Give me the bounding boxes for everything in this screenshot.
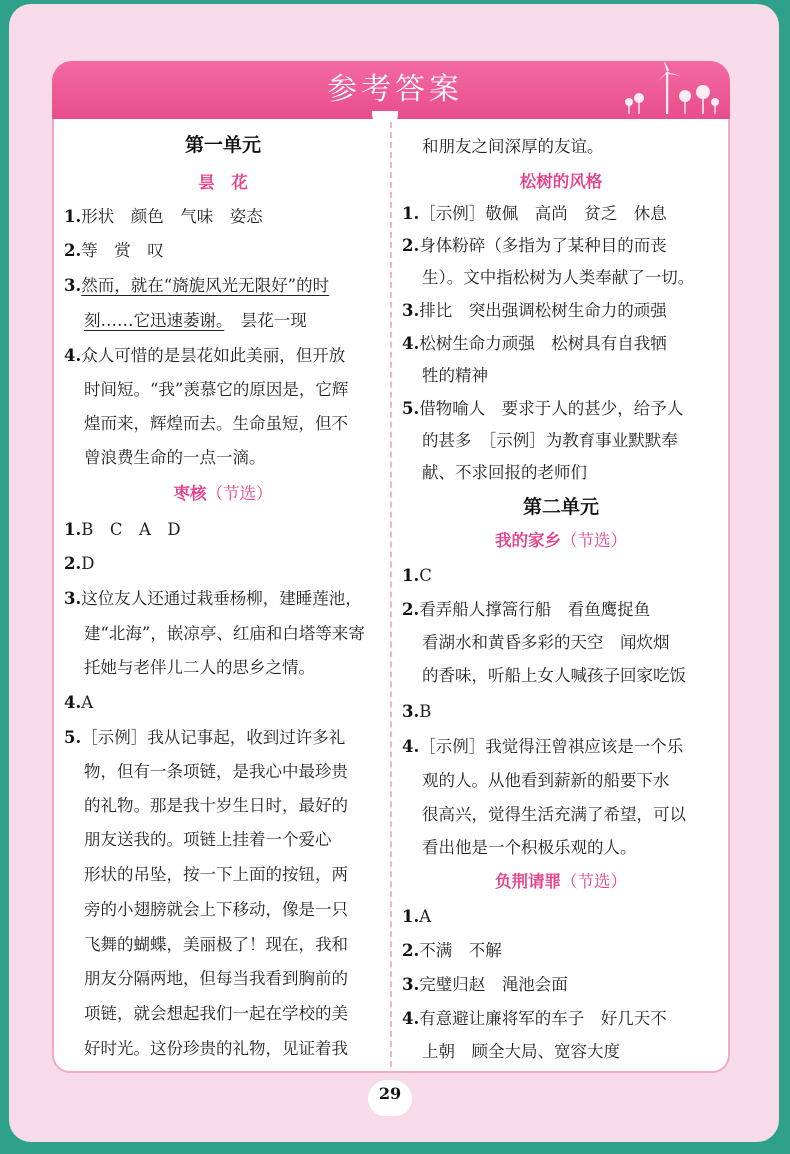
answer-line: 项链，就会想起我们一起在学校的美 <box>84 1004 348 1023</box>
answer-item: 4.有意避让廉将军的车子 好几天不 <box>402 1009 667 1028</box>
answer-line: 托她与老伴儿二人的思乡之情。 <box>84 658 315 677</box>
answer-line: 建“北海”，嵌凉亭、红庙和白塔等来寄 <box>84 624 365 643</box>
section-title: 负荆请罪（节选） <box>495 872 627 891</box>
answer-line: 刻……它迅速萎谢。 昙花一现 <box>84 311 307 330</box>
answer-line: 的甚多 ［示例］为教育事业默默奉 <box>422 431 678 450</box>
answer-item: 4.［示例］我觉得汪曾祺应该是一个乐 <box>402 737 684 756</box>
answer-item: 2.不满 不解 <box>402 941 502 960</box>
answer-item: 5.［示例］我从记事起，收到过许多礼 <box>64 728 346 747</box>
answer-line: 看出他是一个积极乐观的人。 <box>422 838 637 857</box>
answer-item: 4.众人可惜的是昙花如此美丽，但开放 <box>64 346 346 365</box>
answer-line: 看湖水和黄昏多彩的天空 闻炊烟 <box>422 633 670 652</box>
answer-line: 很高兴，觉得生活充满了希望，可以 <box>422 805 686 824</box>
answer-line: 的礼物。那是我十岁生日时，最好的 <box>84 796 348 815</box>
answer-item: 2.D <box>64 554 95 573</box>
section-title: 我的家乡（节选） <box>495 531 627 550</box>
answer-line: 的香味，听船上女人喊孩子回家吃饭 <box>422 666 686 685</box>
answer-line: 曾浪费生命的一点一滴。 <box>84 448 266 467</box>
unit-heading: 第二单元 <box>522 496 599 518</box>
page-number: 29 <box>378 1084 402 1103</box>
column-divider <box>390 122 392 1067</box>
answer-line: 献、不求回报的老师们 <box>422 463 587 482</box>
answer-item: 1.A <box>402 907 432 926</box>
answer-item: 1.形状 颜色 气味 姿态 <box>64 207 263 226</box>
answer-item: 3.排比 突出强调松树生命力的顽强 <box>402 301 667 320</box>
section-title: 昙 花 <box>198 173 248 192</box>
page-title: 参考答案 <box>327 72 463 107</box>
answer-line: 生）。文中指松树为人类奉献了一切。 <box>422 268 695 287</box>
answer-line: 好时光。这份珍贵的礼物，见证着我 <box>84 1039 348 1058</box>
answer-line: 时间短。“我”羡慕它的原因是，它辉 <box>84 380 349 399</box>
unit-heading: 第一单元 <box>184 134 261 156</box>
answer-line: 上朝 顾全大局、宽容大度 <box>422 1042 620 1061</box>
answer-item: 2.身体粉碎（多指为了某种目的而丧 <box>402 236 667 255</box>
answer-item: 3.完璧归赵 渑池会面 <box>402 975 568 994</box>
answer-line: 朋友送我的。项链上挂着一个爱心 <box>84 830 332 849</box>
answer-item: 1.C <box>402 566 432 585</box>
answer-item: 2.看弄船人撑篙行船 看鱼鹰捉鱼 <box>402 600 651 619</box>
answer-line: 旁的小翅膀就会上下移动，像是一只 <box>84 900 348 919</box>
windmill-tree-icon <box>615 62 725 118</box>
answer-line: 和朋友之间深厚的友谊。 <box>422 137 604 156</box>
answer-line: 牲的精神 <box>422 366 488 385</box>
answer-item: 1.［示例］敬佩 高尚 贫乏 休息 <box>402 204 667 223</box>
answer-line: 飞舞的蝴蝶，美丽极了！现在，我和 <box>84 935 348 954</box>
answer-line: 物，但有一条项链，是我心中最珍贵 <box>84 762 348 781</box>
answer-item: 2.等 赏 叹 <box>64 241 164 260</box>
section-title: 松树的风格 <box>519 172 603 191</box>
answer-item: 3.然而，就在“旖旎风光无限好”的时 <box>64 276 330 295</box>
answer-line: 观的人。从他看到薪新的船要下水 <box>422 771 670 790</box>
answer-item: 4.松树生命力顽强 松树具有自我牺 <box>402 334 667 353</box>
answer-line: 煌而来，辉煌而去。生命虽短，但不 <box>84 414 348 433</box>
answer-item: 5.借物喻人 要求于人的甚少，给予人 <box>402 399 684 418</box>
section-title: 枣核（节选） <box>173 484 273 503</box>
answer-item: 4.A <box>64 693 94 712</box>
answer-item: 1.B C A D <box>64 520 181 539</box>
answer-line: 形状的吊坠，按一下上面的按钮，两 <box>84 865 348 884</box>
answer-item: 3.B <box>402 702 432 721</box>
answer-line: 朋友分隔两地，但每当我看到胸前的 <box>84 969 348 988</box>
answer-item: 3.这位友人还通过栽垂杨柳，建睡莲池， <box>64 589 362 608</box>
